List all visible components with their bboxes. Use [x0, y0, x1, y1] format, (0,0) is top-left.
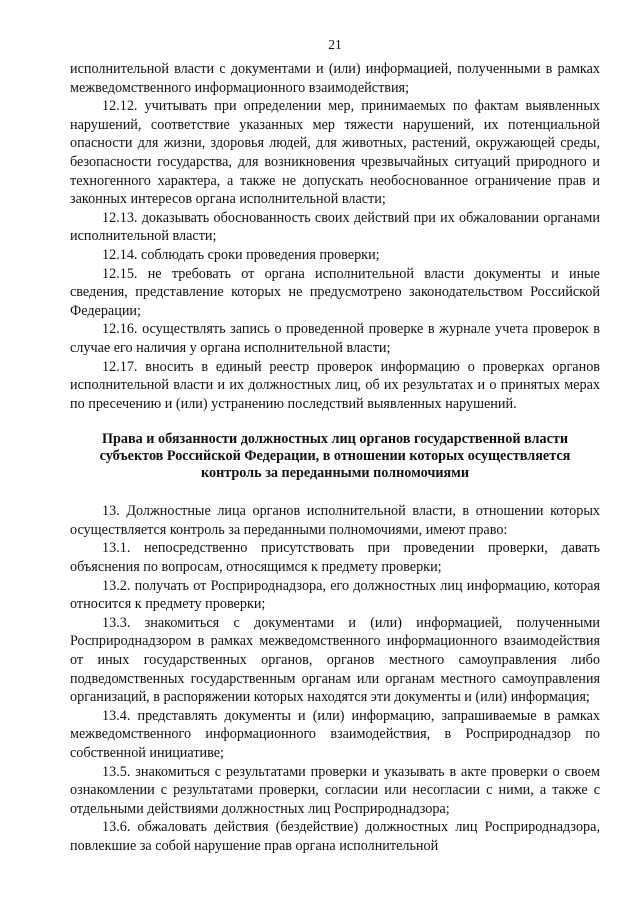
- paragraph: 13.3. знакомиться с документами и (или) информацией, полученными Росприроднадзором в рамках межведомственного информационного взаимодействия от иных государственных органов, органов местного самоуправления либо подведомственных государственным органам или органам местного самоуправления организаций, в распоряжении которых находятся эти документы и (или) информация;: [70, 614, 600, 706]
- paragraph: 12.14. соблюдать сроки проведения проверки;: [102, 246, 380, 263]
- paragraph: 12.17. вносить в единый реестр проверок информацию о проверках органов исполнительной власти и их должностных лиц, об их результатах и о принятых мерах по пресечению и (или) устранению последствий выявленных нарушений.: [70, 358, 600, 412]
- paragraph: 12.13. доказывать обоснованность своих действий при их обжаловании органами исполнительной власти;: [70, 209, 600, 245]
- paragraphs-before: [70, 60, 600, 413]
- paragraph: 13.4. представлять документы и (или) информацию, запрашиваемые в рамках межведомственного информационного взаимодействия, в Росприроднадзор по собственной инициативе;: [70, 707, 600, 761]
- paragraph: 13.1. непосредственно присутствовать при проведении проверки, давать объяснения по вопросам, относящимся к предмету проверки;: [70, 540, 600, 576]
- paragraph: 13.6. обжаловать действия (бездействие) должностных лиц Росприроднадзора, повлекшие за собой нарушение прав органа исполнительной: [70, 819, 600, 854]
- paragraph: 13.5. знакомиться с результатами проверки и указывать в акте проверки о своем ознакомлении с результатами проверки, согласии или несогласии с ними, а также с отдельными действиями должностных лиц Росприроднадзора;: [70, 763, 600, 817]
- page-number: 21: [328, 37, 342, 52]
- paragraphs-after: [70, 502, 600, 855]
- paragraph: 12.12. учитывать при определении мер, принимаемых по фактам выявленных нарушений, соответствие указанных мер тяжести нарушений, их потенциальной опасности для жизни, здоровья людей, для животных, растений, окружающей среды, безопасности государства, для возникновения чрезвычайных ситуаций природного и техногенного характера, а также не допускать необоснованное ограничение прав и законных интересов органа исполнительной власти;: [70, 98, 600, 208]
- paragraph: 13.2. получать от Росприроднадзора, его должностных лиц информацию, которая относится к предмету проверки;: [70, 577, 600, 613]
- section-heading: Права и обязанности должностных лиц органов государственной власти субъектов Российской Федерации, в отношении которых осуществляется контроль за переданными полномочиями: [99, 431, 571, 482]
- paragraph: 13. Должностные лица органов исполнительной власти, в отношении которых осуществляется контроль за переданными полномочиями, имеют право:: [70, 503, 600, 538]
- paragraph: 12.15. не требовать от органа исполнительной власти документы и иные сведения, представление которых не предусмотрено законодательством Российской Федерации;: [70, 265, 600, 319]
- paragraph: исполнительной власти с документами и (или) информацией, полученными в рамках межведомственного информационного взаимодействия;: [70, 61, 600, 96]
- paragraph: 12.16. осуществлять запись о проведенной проверке в журнале учета проверок в случае его наличия у органа исполнительной власти;: [70, 321, 600, 356]
